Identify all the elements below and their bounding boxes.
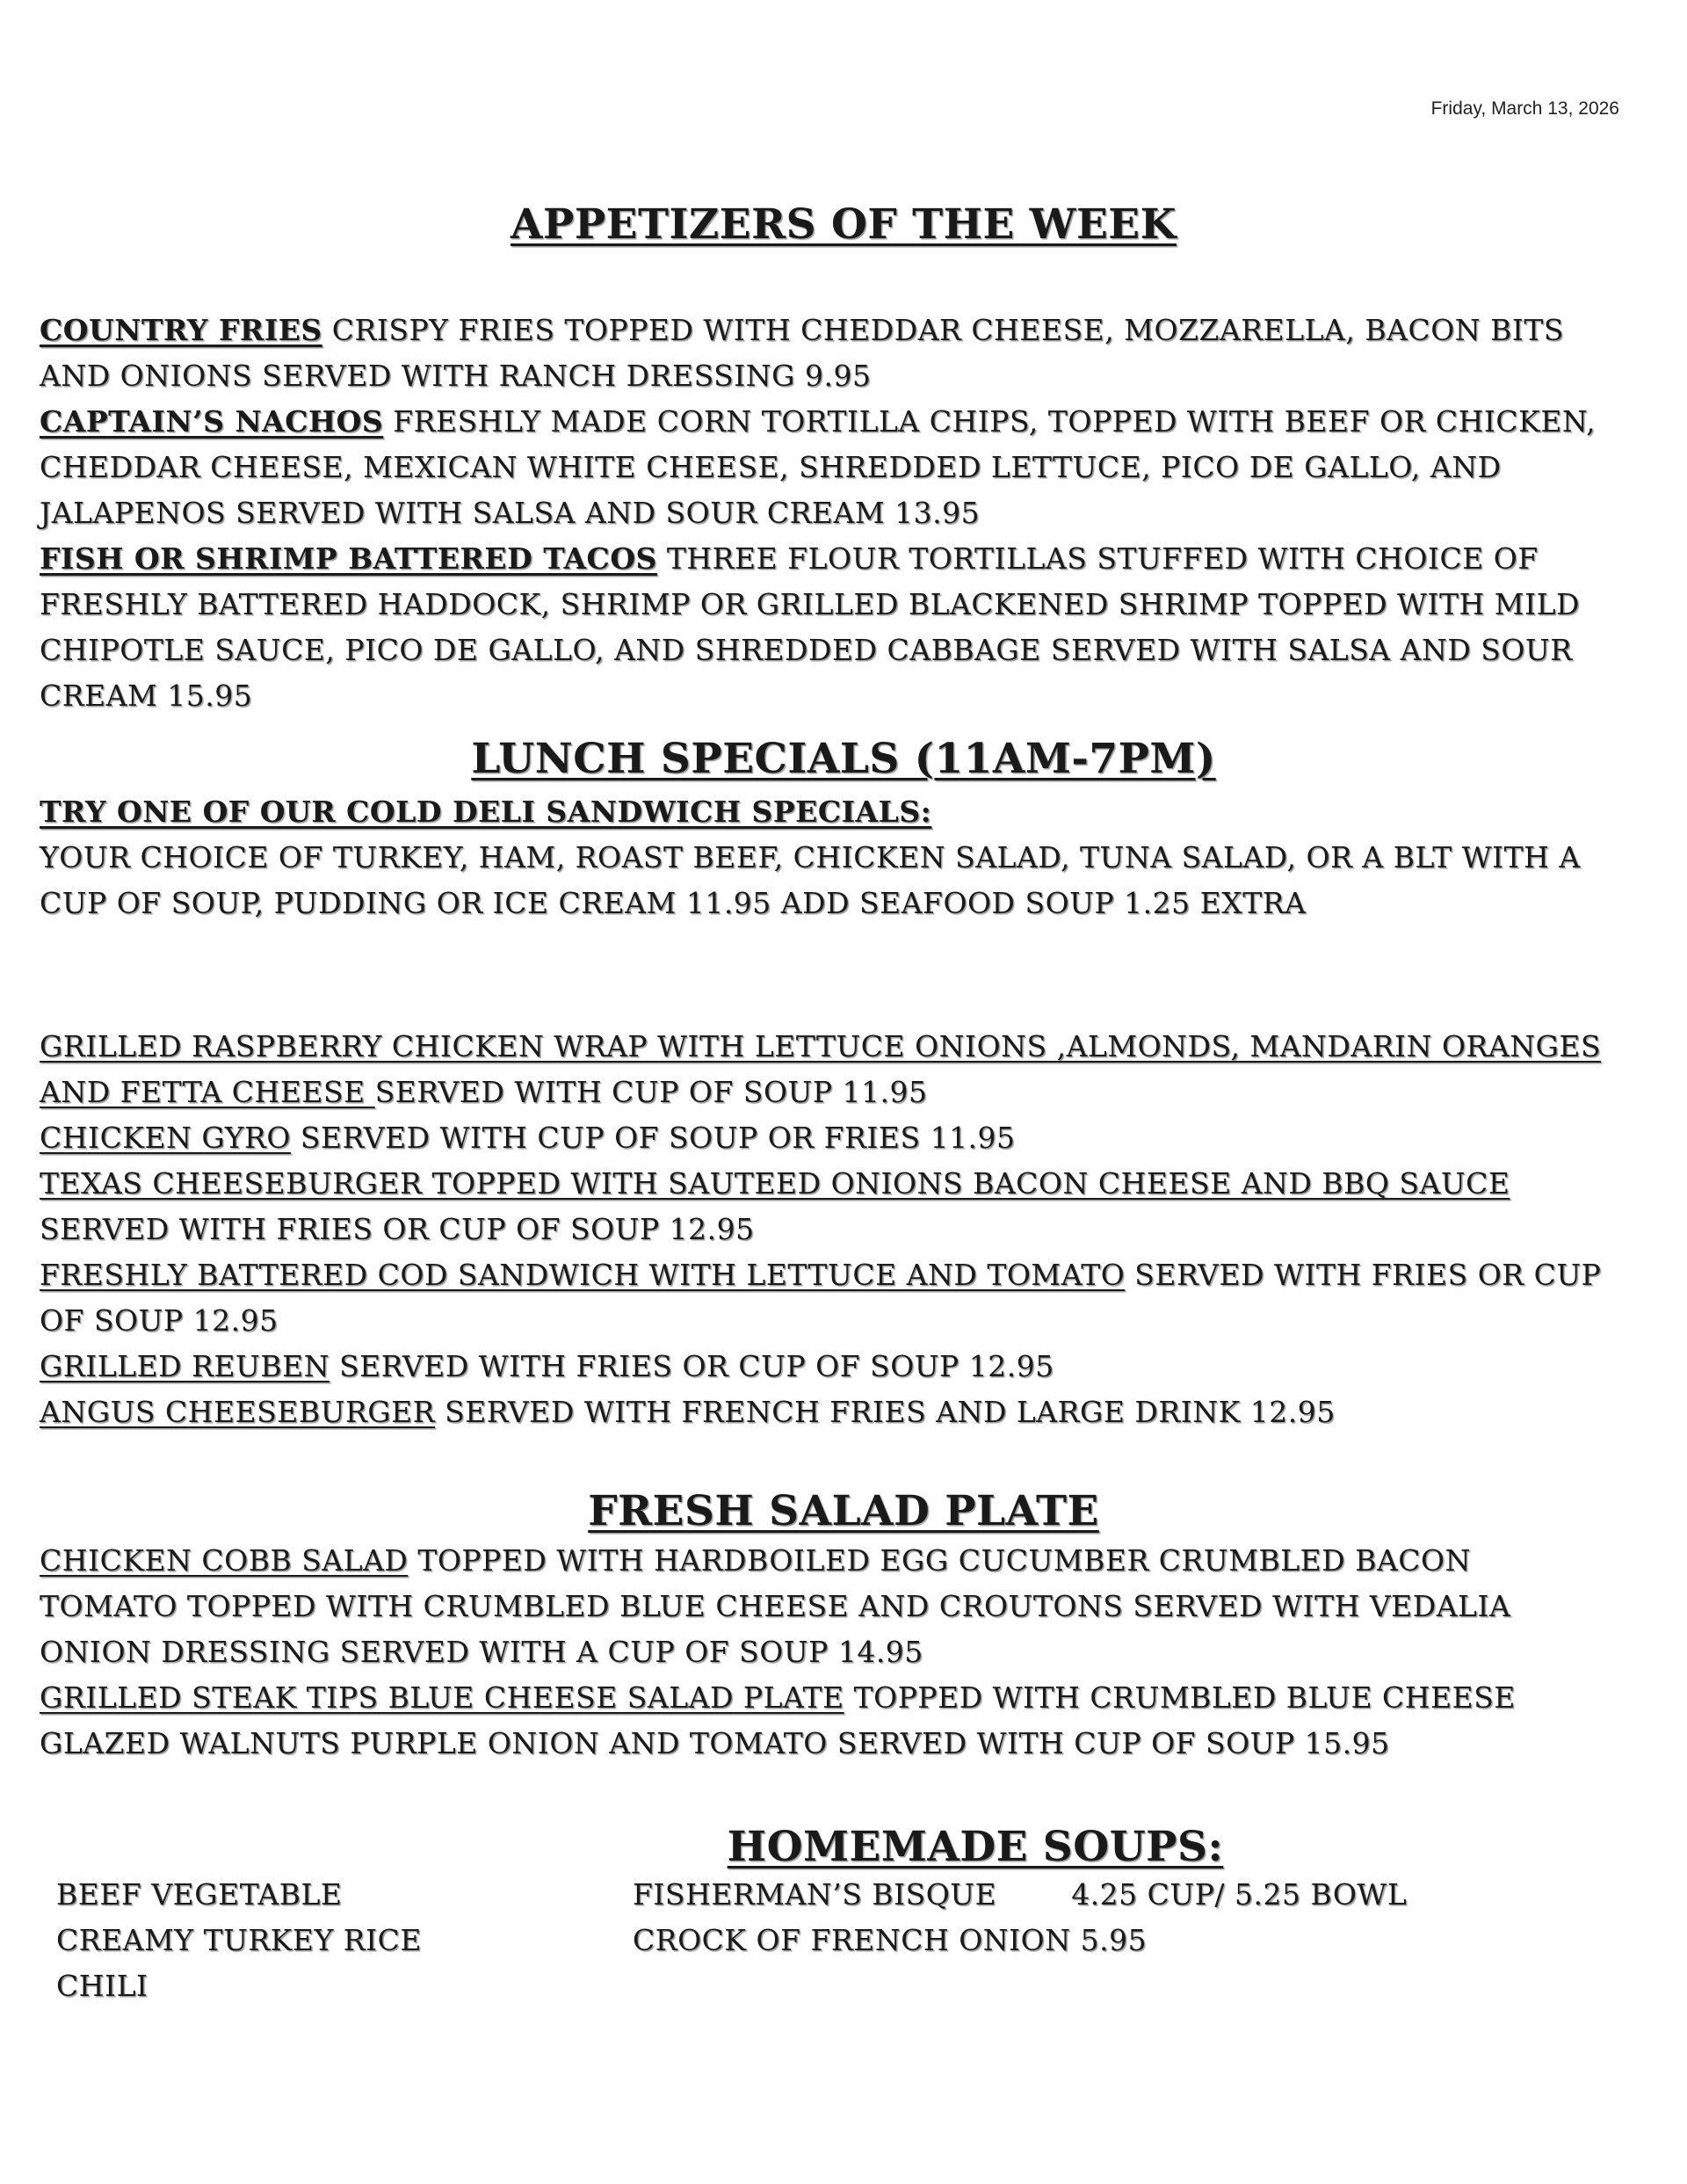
item-name: CHICKEN GYRO: [40, 1121, 291, 1155]
item-name: FISH OR SHRIMP BATTERED TACOS: [40, 541, 657, 576]
item-description: SERVED WITH CUP OF SOUP 11.95: [374, 1075, 928, 1109]
salad-list: [40, 1538, 1604, 1767]
item-name: FRESHLY BATTERED COD SANDWICH WITH LETTUCE AND TOMATO: [40, 1258, 1126, 1292]
menu-item: [40, 1252, 1604, 1344]
soup-name: FISHERMAN’S BISQUE: [633, 1877, 997, 1912]
soup-price: 4.25 CUP/ 5.25 BOWL: [1071, 1877, 1408, 1912]
soup-item: CHILI: [56, 1969, 148, 2003]
menu-item: [40, 1344, 1604, 1389]
item-description: SERVED WITH FRIES OR CUP OF SOUP 12.95: [40, 1212, 755, 1246]
menu-item: [40, 1024, 1604, 1115]
item-description: TOPPED WITH HARDBOILED EGG CUCUMBER CRUMBLED BACON TOMATO TOPPED WITH CRUMBLED BLUE CHEESE AND CROUTONS SERVED WITH VEDALIA ONION DRESSING SERVED WITH A CUP OF SOUP 14.95: [40, 1543, 1511, 1669]
menu-item: [40, 308, 1604, 399]
deli-specials: [40, 789, 1604, 926]
item-name: CAPTAIN’S NACHOS: [40, 404, 384, 439]
item-name: TEXAS CHEESEBURGER TOPPED WITH SAUTEED ONIONS BACON CHEESE AND BBQ SAUCE: [40, 1166, 1510, 1201]
item-name: CHICKEN COBB SALAD: [40, 1543, 409, 1578]
item-name: GRILLED STEAK TIPS BLUE CHEESE SALAD PLATE: [40, 1680, 844, 1715]
item-name: COUNTRY FRIES: [40, 313, 322, 347]
menu-item: [40, 399, 1604, 536]
item-name: GRILLED RASPBERRY CHICKEN WRAP WITH LETTUCE ONIONS ,ALMONDS, MANDARIN ORANGES AND FETTA CHEESE: [40, 1029, 1602, 1109]
soup-item: CROCK OF FRENCH ONION 5.95: [633, 1923, 1148, 1957]
item-description: SERVED WITH FRENCH FRIES AND LARGE DRINK 12.95: [435, 1395, 1336, 1429]
item-description: SERVED WITH FRIES OR CUP OF SOUP 12.95: [40, 1258, 1602, 1338]
item-description: SERVED WITH FRIES OR CUP OF SOUP 12.95: [329, 1349, 1054, 1383]
salad-heading: FRESH SALAD PLATE: [588, 1487, 1099, 1535]
menu-item: [40, 536, 1604, 719]
soup-item: CREAMY TURKEY RICE: [56, 1923, 422, 1957]
appetizers-list: [40, 308, 1604, 719]
lunch-list: [40, 1024, 1604, 1435]
lunch-heading: LUNCH SPECIALS (11AM-7PM): [471, 735, 1216, 783]
menu-item: [40, 1161, 1604, 1252]
soups-heading-text: HOMEMADE SOUPS:: [727, 1823, 1224, 1871]
item-description: FRESHLY MADE CORN TORTILLA CHIPS, TOPPED WITH BEEF OR CHICKEN, CHEDDAR CHEESE, MEXICAN WHITE CHEESE, SHREDDED LETTUCE, PICO DE GALLO, AND JALAPENOS SERVED WITH SALSA AND SOUR CREAM 13.95: [40, 404, 1596, 530]
menu-item: [40, 1675, 1604, 1767]
menu-item: [40, 1115, 1604, 1161]
deli-description: YOUR CHOICE OF TURKEY, HAM, ROAST BEEF, CHICKEN SALAD, TUNA SALAD, OR A BLT WITH A CUP OF SOUP, PUDDING OR ICE CREAM 11.95 ADD SEAFOOD SOUP 1.25 EXTRA: [40, 840, 1581, 920]
appetizers-heading: APPETIZERS OF THE WEEK: [510, 200, 1177, 249]
soups-right-column: [633, 1872, 1407, 1963]
soups-left-column: [56, 1872, 422, 2009]
item-description: TOPPED WITH CRUMBLED BLUE CHEESE GLAZED WALNUTS PURPLE ONION AND TOMATO SERVED WITH CUP OF SOUP 15.95: [40, 1680, 1516, 1760]
date-stamp: Friday, March 13, 2026: [1430, 98, 1619, 119]
item-name: ANGUS CHEESEBURGER: [40, 1395, 436, 1429]
soups-heading: [0, 1823, 1687, 1871]
item-description: SERVED WITH CUP OF SOUP OR FRIES 11.95: [290, 1121, 1016, 1155]
item-description: THREE FLOUR TORTILLAS STUFFED WITH CHOICE OF FRESHLY BATTERED HADDOCK, SHRIMP OR GRILLED BLACKENED SHRIMP TOPPED WITH MILD CHIPOTLE SAUCE, PICO DE GALLO, AND SHREDDED CABBAGE SERVED WITH SALSA AND SOUR CREAM 15.95: [40, 541, 1580, 713]
deli-subheading: TRY ONE OF OUR COLD DELI SANDWICH SPECIALS:: [40, 795, 932, 829]
menu-item: [40, 1389, 1604, 1435]
item-description: CRISPY FRIES TOPPED WITH CHEDDAR CHEESE, MOZZARELLA, BACON BITS AND ONIONS SERVED WITH RANCH DRESSING 9.95: [40, 313, 1565, 393]
soup-item: BEEF VEGETABLE: [56, 1877, 343, 1912]
menu-item: [40, 1538, 1604, 1675]
item-name: GRILLED REUBEN: [40, 1349, 330, 1383]
soup-item: [633, 1872, 1407, 1918]
